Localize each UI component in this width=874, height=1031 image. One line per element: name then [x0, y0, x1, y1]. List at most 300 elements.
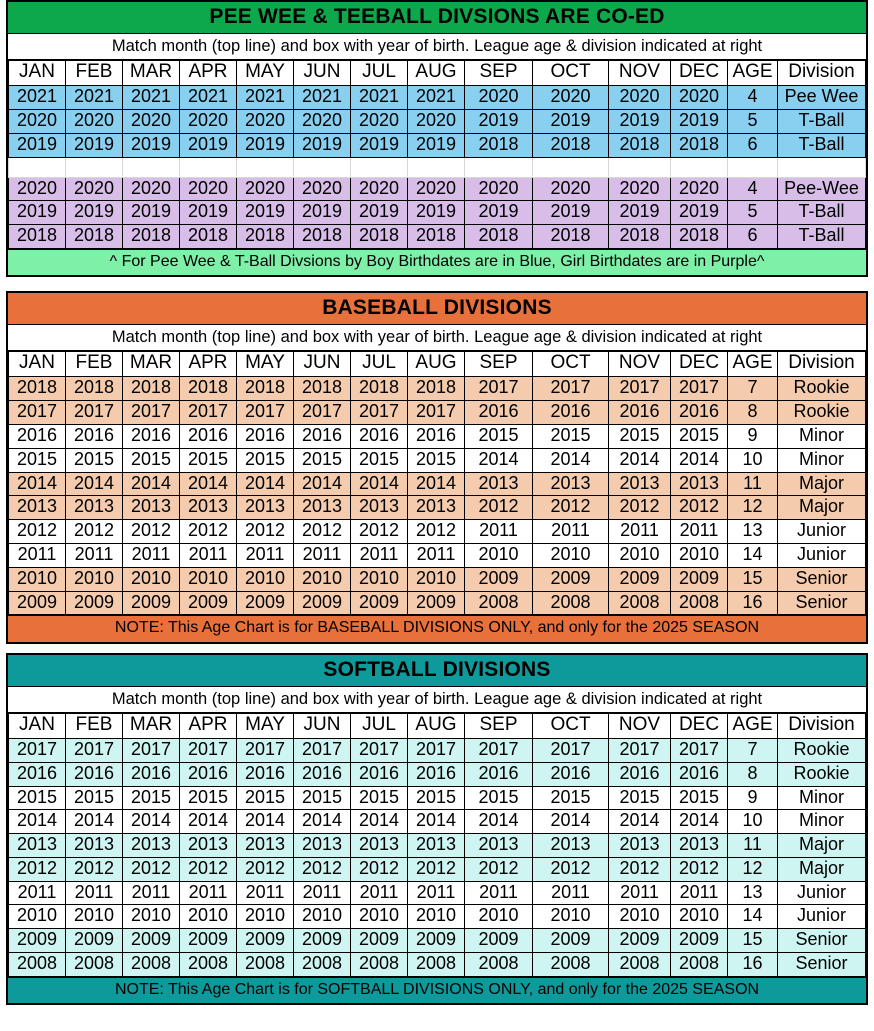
birth-year-cell: 2010: [294, 905, 351, 929]
league-age-cell: 9: [728, 786, 778, 810]
birth-year-cell: 2015: [408, 448, 465, 472]
birth-year-cell: 2016: [351, 762, 408, 786]
table-row: [9, 881, 866, 905]
month-header-apr: APR: [180, 352, 237, 377]
month-header-jun: JUN: [294, 61, 351, 86]
birth-year-cell: 2018: [351, 225, 408, 249]
birth-year-cell: 2019: [9, 133, 66, 157]
birth-year-cell: 2016: [66, 762, 123, 786]
birth-year-cell: 2008: [609, 591, 671, 615]
birth-year-cell: 2021: [351, 86, 408, 110]
table-row: [9, 567, 866, 591]
birth-year-cell: 2016: [465, 762, 533, 786]
birth-year-cell: 2011: [66, 544, 123, 568]
birth-year-cell: 2013: [533, 834, 609, 858]
birth-year-cell: 2010: [465, 544, 533, 568]
birth-year-cell: 2010: [465, 905, 533, 929]
birth-year-cell: 2017: [465, 377, 533, 401]
birth-year-cell: 2008: [408, 953, 465, 977]
birth-year-cell: 2010: [408, 905, 465, 929]
birth-year-cell: 2021: [123, 86, 180, 110]
blank-cell: [465, 157, 533, 177]
birth-year-cell: 2017: [294, 738, 351, 762]
birth-year-cell: 2011: [66, 881, 123, 905]
birth-year-cell: 2020: [533, 86, 609, 110]
birth-year-cell: 2020: [9, 109, 66, 133]
table-row: [9, 786, 866, 810]
birth-year-cell: 2016: [408, 425, 465, 449]
birth-year-cell: 2020: [66, 177, 123, 201]
birth-year-cell: 2017: [9, 401, 66, 425]
division-cell: Junior: [778, 520, 866, 544]
birth-year-cell: 2015: [408, 786, 465, 810]
birth-year-cell: 2021: [408, 86, 465, 110]
birth-year-cell: 2009: [533, 929, 609, 953]
birth-year-cell: 2012: [180, 520, 237, 544]
birth-year-cell: 2017: [180, 738, 237, 762]
birth-year-cell: 2013: [408, 496, 465, 520]
birth-year-cell: 2011: [294, 881, 351, 905]
division-cell: Rookie: [778, 401, 866, 425]
birth-year-cell: 2016: [237, 425, 294, 449]
blank-cell: [9, 157, 66, 177]
table-row: [9, 225, 866, 249]
birth-year-cell: 2018: [408, 377, 465, 401]
month-header-sep: SEP: [465, 61, 533, 86]
birth-year-cell: 2015: [9, 786, 66, 810]
birth-year-cell: 2020: [180, 177, 237, 201]
league-age-cell: 13: [728, 520, 778, 544]
peewee-table: [8, 60, 866, 249]
month-header-may: MAY: [237, 61, 294, 86]
peewee-title-band: PEE WEE & TEEBALL DIVSIONS ARE CO-ED: [8, 2, 866, 34]
birth-year-cell: 2020: [294, 177, 351, 201]
birth-year-cell: 2013: [123, 496, 180, 520]
birth-year-cell: 2020: [294, 109, 351, 133]
birth-year-cell: 2020: [671, 177, 728, 201]
birth-year-cell: 2011: [294, 544, 351, 568]
birth-year-cell: 2015: [237, 786, 294, 810]
blank-cell: [533, 157, 609, 177]
birth-year-cell: 2019: [533, 201, 609, 225]
birth-year-cell: 2009: [609, 929, 671, 953]
league-age-cell: 13: [728, 881, 778, 905]
birth-year-cell: 2009: [351, 929, 408, 953]
month-header-aug: AUG: [408, 352, 465, 377]
table-row: [9, 544, 866, 568]
birth-year-cell: 2008: [237, 953, 294, 977]
birth-year-cell: 2011: [351, 544, 408, 568]
birth-year-cell: 2016: [533, 401, 609, 425]
birth-year-cell: 2010: [123, 567, 180, 591]
league-age-cell: 8: [728, 762, 778, 786]
blank-separator-row: [9, 157, 866, 177]
birth-year-cell: 2013: [66, 834, 123, 858]
league-age-cell: 14: [728, 905, 778, 929]
birth-year-cell: 2009: [408, 929, 465, 953]
birth-year-cell: 2013: [465, 472, 533, 496]
month-header-oct: OCT: [533, 61, 609, 86]
birth-year-cell: 2014: [237, 810, 294, 834]
birth-year-cell: 2018: [671, 133, 728, 157]
birth-year-cell: 2010: [351, 905, 408, 929]
birth-year-cell: 2019: [533, 109, 609, 133]
birth-year-cell: 2016: [66, 425, 123, 449]
birth-year-cell: 2015: [465, 786, 533, 810]
birth-year-cell: 2020: [237, 177, 294, 201]
birth-year-cell: 2013: [237, 496, 294, 520]
birth-year-cell: 2018: [9, 225, 66, 249]
birth-year-cell: 2011: [9, 881, 66, 905]
blank-cell: [408, 157, 465, 177]
division-cell: Rookie: [778, 762, 866, 786]
birth-year-cell: 2015: [351, 448, 408, 472]
birth-year-cell: 2017: [9, 738, 66, 762]
league-age-cell: 16: [728, 591, 778, 615]
birth-year-cell: 2017: [671, 377, 728, 401]
birth-year-cell: 2010: [351, 567, 408, 591]
division-cell: T-Ball: [778, 109, 866, 133]
birth-year-cell: 2016: [533, 762, 609, 786]
birth-year-cell: 2015: [671, 425, 728, 449]
birth-year-cell: 2014: [180, 810, 237, 834]
birth-year-cell: 2019: [66, 201, 123, 225]
division-cell: T-Ball: [778, 225, 866, 249]
birth-year-cell: 2011: [533, 520, 609, 544]
league-age-cell: 11: [728, 472, 778, 496]
month-header-jan: JAN: [9, 713, 66, 738]
softball-section: [6, 653, 868, 1005]
league-age-cell: 15: [728, 567, 778, 591]
division-cell: Junior: [778, 544, 866, 568]
division-cell: T-Ball: [778, 201, 866, 225]
birth-year-cell: 2012: [465, 496, 533, 520]
birth-year-cell: 2020: [66, 109, 123, 133]
birth-year-cell: 2018: [465, 225, 533, 249]
month-header-may: MAY: [237, 713, 294, 738]
birth-year-cell: 2017: [294, 401, 351, 425]
birth-year-cell: 2019: [671, 201, 728, 225]
birth-year-cell: 2014: [66, 472, 123, 496]
age-header: AGE: [728, 713, 778, 738]
birth-year-cell: 2014: [465, 448, 533, 472]
birth-year-cell: 2015: [66, 448, 123, 472]
birth-year-cell: 2009: [180, 929, 237, 953]
birth-year-cell: 2016: [671, 401, 728, 425]
birth-year-cell: 2015: [533, 425, 609, 449]
peewee-teeball-section: [6, 0, 868, 277]
birth-year-cell: 2009: [351, 591, 408, 615]
birth-year-cell: 2008: [66, 953, 123, 977]
birth-year-cell: 2016: [123, 425, 180, 449]
birth-year-cell: 2010: [609, 905, 671, 929]
month-header-aug: AUG: [408, 713, 465, 738]
birth-year-cell: 2013: [609, 834, 671, 858]
birth-year-cell: 2018: [609, 133, 671, 157]
birth-year-cell: 2014: [609, 810, 671, 834]
birth-year-cell: 2018: [66, 225, 123, 249]
birth-year-cell: 2020: [671, 86, 728, 110]
birth-year-cell: 2017: [66, 401, 123, 425]
birth-year-cell: 2017: [351, 401, 408, 425]
birth-year-cell: 2012: [671, 496, 728, 520]
birth-year-cell: 2014: [9, 810, 66, 834]
birth-year-cell: 2009: [465, 567, 533, 591]
birth-year-cell: 2020: [465, 86, 533, 110]
birth-year-cell: 2008: [351, 953, 408, 977]
table-row: [9, 762, 866, 786]
birth-year-cell: 2017: [533, 738, 609, 762]
birth-year-cell: 2015: [465, 425, 533, 449]
birth-year-cell: 2019: [408, 133, 465, 157]
birth-year-cell: 2014: [351, 810, 408, 834]
baseball-table: [8, 351, 866, 615]
month-header-sep: SEP: [465, 713, 533, 738]
month-header-jun: JUN: [294, 713, 351, 738]
birth-year-cell: 2019: [408, 201, 465, 225]
blank-cell: [609, 157, 671, 177]
month-header-apr: APR: [180, 713, 237, 738]
birth-year-cell: 2010: [533, 905, 609, 929]
league-age-cell: 5: [728, 109, 778, 133]
birth-year-cell: 2010: [9, 567, 66, 591]
birth-year-cell: 2010: [237, 567, 294, 591]
birth-year-cell: 2013: [533, 472, 609, 496]
softball-table-body: [9, 713, 866, 976]
baseball-column-header-row: [9, 352, 866, 377]
birth-year-cell: 2013: [294, 834, 351, 858]
birth-year-cell: 2014: [180, 472, 237, 496]
birth-year-cell: 2016: [408, 762, 465, 786]
birth-year-cell: 2019: [465, 201, 533, 225]
birth-year-cell: 2011: [671, 881, 728, 905]
birth-year-cell: 2012: [408, 520, 465, 544]
table-row: [9, 810, 866, 834]
birth-year-cell: 2010: [180, 567, 237, 591]
softball-title-band: SOFTBALL DIVISIONS: [8, 655, 866, 687]
birth-year-cell: 2019: [237, 201, 294, 225]
birth-year-cell: 2015: [533, 786, 609, 810]
league-age-cell: 11: [728, 834, 778, 858]
birth-year-cell: 2010: [123, 905, 180, 929]
birth-year-cell: 2015: [237, 448, 294, 472]
month-header-jun: JUN: [294, 352, 351, 377]
table-row: [9, 738, 866, 762]
birth-year-cell: 2018: [609, 225, 671, 249]
peewee-column-header-row: [9, 61, 866, 86]
division-cell: Major: [778, 834, 866, 858]
birth-year-cell: 2011: [408, 544, 465, 568]
birth-year-cell: 2017: [123, 401, 180, 425]
month-header-apr: APR: [180, 61, 237, 86]
peewee-table-body: [9, 61, 866, 249]
birth-year-cell: 2012: [533, 857, 609, 881]
birth-year-cell: 2008: [533, 953, 609, 977]
birth-year-cell: 2009: [408, 591, 465, 615]
month-header-oct: OCT: [533, 713, 609, 738]
division-cell: Senior: [778, 929, 866, 953]
birth-year-cell: 2015: [180, 448, 237, 472]
birth-year-cell: 2016: [9, 425, 66, 449]
blank-cell: [778, 157, 866, 177]
division-cell: Major: [778, 857, 866, 881]
table-row: [9, 591, 866, 615]
month-header-nov: NOV: [609, 61, 671, 86]
birth-year-cell: 2019: [294, 133, 351, 157]
table-row: [9, 201, 866, 225]
month-header-jan: JAN: [9, 352, 66, 377]
birth-year-cell: 2020: [533, 177, 609, 201]
section-gap-2: [6, 644, 868, 653]
month-header-mar: MAR: [123, 61, 180, 86]
birth-year-cell: 2012: [671, 857, 728, 881]
birth-year-cell: 2010: [671, 544, 728, 568]
birth-year-cell: 2014: [294, 810, 351, 834]
division-header: Division: [778, 713, 866, 738]
birth-year-cell: 2020: [351, 109, 408, 133]
birth-year-cell: 2014: [408, 810, 465, 834]
birth-year-cell: 2018: [465, 133, 533, 157]
birth-year-cell: 2010: [294, 567, 351, 591]
birth-year-cell: 2013: [9, 834, 66, 858]
birth-year-cell: 2018: [671, 225, 728, 249]
birth-year-cell: 2012: [123, 857, 180, 881]
birth-year-cell: 2018: [123, 225, 180, 249]
birth-year-cell: 2018: [533, 133, 609, 157]
table-row: [9, 953, 866, 977]
birth-year-cell: 2012: [237, 520, 294, 544]
birth-year-cell: 2019: [180, 201, 237, 225]
birth-year-cell: 2012: [533, 496, 609, 520]
division-cell: Pee Wee: [778, 86, 866, 110]
birth-year-cell: 2008: [671, 953, 728, 977]
birth-year-cell: 2017: [123, 738, 180, 762]
birth-year-cell: 2018: [180, 377, 237, 401]
birth-year-cell: 2018: [123, 377, 180, 401]
birth-year-cell: 2014: [671, 810, 728, 834]
birth-year-cell: 2012: [465, 857, 533, 881]
birth-year-cell: 2020: [408, 177, 465, 201]
blank-cell: [728, 157, 778, 177]
birth-year-cell: 2017: [408, 401, 465, 425]
birth-year-cell: 2017: [180, 401, 237, 425]
league-age-cell: 6: [728, 133, 778, 157]
month-header-jul: JUL: [351, 61, 408, 86]
table-row: [9, 86, 866, 110]
division-cell: Senior: [778, 567, 866, 591]
month-header-sep: SEP: [465, 352, 533, 377]
birth-year-cell: 2014: [533, 810, 609, 834]
birth-year-cell: 2011: [465, 881, 533, 905]
table-row: [9, 401, 866, 425]
birth-year-cell: 2018: [351, 377, 408, 401]
baseball-footer-note: NOTE: This Age Chart is for BASEBALL DIVISIONS ONLY, and only for the 2025 SEASON: [8, 615, 866, 641]
month-header-mar: MAR: [123, 352, 180, 377]
division-cell: Senior: [778, 953, 866, 977]
division-cell: Junior: [778, 881, 866, 905]
birth-year-cell: 2017: [351, 738, 408, 762]
birth-year-cell: 2018: [533, 225, 609, 249]
birth-year-cell: 2021: [237, 86, 294, 110]
birth-year-cell: 2013: [294, 496, 351, 520]
birth-year-cell: 2013: [351, 834, 408, 858]
division-cell: Major: [778, 496, 866, 520]
birth-year-cell: 2019: [465, 109, 533, 133]
birth-year-cell: 2018: [294, 225, 351, 249]
softball-column-header-row: [9, 713, 866, 738]
birth-year-cell: 2015: [9, 448, 66, 472]
blank-cell: [294, 157, 351, 177]
birth-year-cell: 2010: [408, 567, 465, 591]
table-row: [9, 520, 866, 544]
softball-footer-note: NOTE: This Age Chart is for SOFTBALL DIVISIONS ONLY, and only for the 2025 SEASON: [8, 977, 866, 1003]
table-row: [9, 109, 866, 133]
table-row: [9, 929, 866, 953]
birth-year-cell: 2012: [408, 857, 465, 881]
birth-year-cell: 2013: [465, 834, 533, 858]
month-header-feb: FEB: [66, 713, 123, 738]
birth-year-cell: 2019: [351, 133, 408, 157]
birth-year-cell: 2011: [237, 544, 294, 568]
birth-year-cell: 2011: [180, 544, 237, 568]
birth-year-cell: 2021: [180, 86, 237, 110]
birth-year-cell: 2016: [237, 762, 294, 786]
birth-year-cell: 2010: [671, 905, 728, 929]
birth-year-cell: 2018: [66, 377, 123, 401]
league-age-cell: 6: [728, 225, 778, 249]
birth-year-cell: 2009: [671, 567, 728, 591]
birth-year-cell: 2019: [123, 133, 180, 157]
birth-year-cell: 2013: [671, 834, 728, 858]
birth-year-cell: 2011: [671, 520, 728, 544]
birth-year-cell: 2019: [351, 201, 408, 225]
birth-year-cell: 2011: [9, 544, 66, 568]
birth-year-cell: 2009: [609, 567, 671, 591]
table-row: [9, 377, 866, 401]
birth-year-cell: 2015: [123, 786, 180, 810]
birth-year-cell: 2012: [294, 520, 351, 544]
month-header-oct: OCT: [533, 352, 609, 377]
birth-year-cell: 2013: [9, 496, 66, 520]
birth-year-cell: 2016: [465, 401, 533, 425]
table-row: [9, 834, 866, 858]
birth-year-cell: 2011: [408, 881, 465, 905]
table-row: [9, 177, 866, 201]
birth-year-cell: 2017: [671, 738, 728, 762]
birth-year-cell: 2012: [237, 857, 294, 881]
age-header: AGE: [728, 61, 778, 86]
league-age-cell: 16: [728, 953, 778, 977]
table-row: [9, 905, 866, 929]
month-header-dec: DEC: [671, 61, 728, 86]
month-header-jul: JUL: [351, 352, 408, 377]
birth-year-cell: 2011: [465, 520, 533, 544]
birth-year-cell: 2008: [609, 953, 671, 977]
birth-year-cell: 2012: [609, 496, 671, 520]
birth-year-cell: 2010: [609, 544, 671, 568]
birth-year-cell: 2009: [180, 591, 237, 615]
league-age-cell: 7: [728, 738, 778, 762]
birth-year-cell: 2013: [351, 496, 408, 520]
birth-year-cell: 2019: [609, 109, 671, 133]
birth-year-cell: 2019: [123, 201, 180, 225]
birth-year-cell: 2017: [408, 738, 465, 762]
birth-year-cell: 2020: [408, 109, 465, 133]
birth-year-cell: 2015: [609, 786, 671, 810]
birth-year-cell: 2016: [294, 762, 351, 786]
birth-year-cell: 2012: [123, 520, 180, 544]
table-row: [9, 448, 866, 472]
